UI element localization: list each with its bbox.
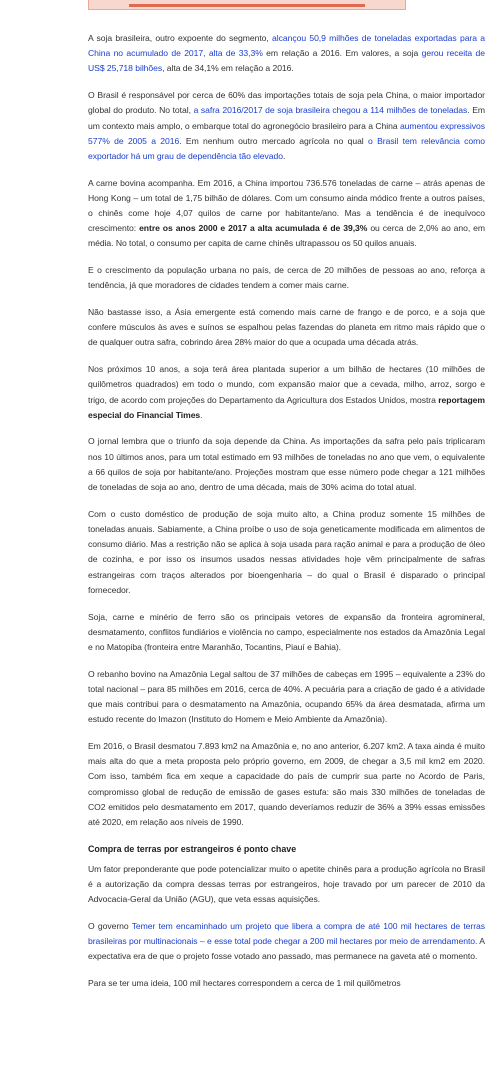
paragraph-text: O rebanho bovino na Amazônia Legal saltou de 37 milhões de cabeças em 1995 – equivalente a 23% do total nacional – para 85 milhões em 2016, cerca de 40%. A pecuária para a criação de gado é a atividade que mais contribui para o desmatamento na Amazônia, ocupando 65% da área desmatada, afirma um estudo recente do Imazon (Instituto do Homem e Meio Ambiente da Amazônia).: [88, 668, 485, 725]
article-paragraph: [88, 862, 485, 908]
paragraphs-section-1: [88, 31, 485, 830]
paragraph-text: O governo: [88, 920, 132, 931]
article-body: [88, 31, 485, 1003]
paragraph-text: .: [282, 150, 286, 161]
paragraph-text: . A expectativa era de que o projeto fosse votado ano passado, mas permanece na gaveta até o momento.: [88, 935, 485, 962]
article-paragraph: [88, 434, 485, 495]
paragraph-text: Não bastasse isso, a Ásia emergente está comendo mais carne de frango e de porco, e a soja que confere músculos às aves e suínos se espalhou pelas fazendas do planeta em ritmo mais rápido que o de qualquer outra safra, cobrindo área 28% maior do que a ocupada uma década atrás.: [88, 307, 485, 348]
paragraph-text: O jornal lembra que o triunfo da soja depende da China. As importações da safra pelo país triplicaram nos 10 últimos anos, para um total estimado em 93 milhões de toneladas no ano que vem, o equivalente a 66 quilos de soja por habitante/ano. Projeções mostram que esse número pode chegar a 121 milhões de toneladas de soja ao ano, dentro de uma década, mais de 30% acima do total atual.: [88, 436, 485, 493]
paragraph-text: Em 2016, o Brasil desmatou 7.893 km2 na Amazônia e, no ano anterior, 6.207 km2. A taxa ainda é muito mais alta do que a meta proposta pelo próprio governo, em 2009, de chegar a 3,5 mil km2 em 2020. Com isso, também fica em xeque a capacidade do país de cumprir sua parte no Acordo de Paris, compromisso global de redução de emissão de gases estufa: são mais 330 milhões de toneladas de CO2 emitidos pelo desmatamento em 2017, quando deveríamos reduzir de 36% a 39% essas emissões até 2020, em relação aos níveis de 1990.: [88, 740, 485, 827]
article-paragraph: [88, 362, 485, 423]
article-paragraph: [88, 176, 485, 252]
bold-text: reportagem especial do Financial Times: [88, 394, 485, 420]
paragraph-text: , alta de 34,1% em relação a 2016.: [162, 63, 294, 74]
inline-link[interactable]: a safra 2016/2017 de soja brasileira chegou a 114 milhões de toneladas: [193, 105, 468, 116]
paragraph-text: A soja brasileira, outro expoente do segmento,: [88, 33, 273, 43]
inline-link[interactable]: o Brasil tem relevância como exportador há um grau de dependência tão elevado: [88, 135, 485, 161]
article-paragraph: [88, 976, 485, 991]
paragraph-text: em relação a 2016. Em valores, a soja: [262, 48, 422, 59]
paragraph-text: .: [200, 409, 203, 420]
article-paragraph: [88, 610, 485, 656]
paragraph-text: Para se ter uma ideia, 100 mil hectares correspondem a cerca de 1 mil quilômetros: [88, 977, 401, 988]
paragraph-text: . Em um contexto mais amplo, o embarque total do agronegócio brasileiro para a China: [88, 105, 486, 131]
section-heading: Compra de terras por estrangeiros é ponto chave: [88, 843, 297, 854]
paragraph-text: . Em nenhum outro mercado agrícola no qual: [179, 135, 369, 146]
paragraph-text: Nos próximos 10 anos, a soja terá área plantada superior a um bilhão de hectares (10 milhões de quilômetros quadrados) em todo o mundo, com expansão maior que a cevada, milho, arroz, sorgo e trigo, de acordo com projeções do Departamento da Agricultura dos Estados Unidos, mostra: [88, 364, 485, 405]
top-banner-ad[interactable]: [88, 0, 406, 10]
paragraph-text: A carne bovina acompanha. Em 2016, a China importou 736.576 toneladas de carne – atrás apenas de Hong Kong – um total de 1,75 bilhão de dólares. Com um consumo ainda módico frente a outros países, o chinês come hoje 4,07 quilos de carne por habitante/ano. Mas a tendência é de inequívoco crescimento:: [88, 177, 485, 234]
article-paragraph: [88, 919, 485, 965]
article-paragraph: [88, 305, 485, 351]
bold-text: entre os anos 2000 e 2017 a alta acumulada é de 39,3%: [139, 223, 368, 234]
inline-link[interactable]: Temer tem encaminhado um projeto que libera a compra de até 100 mil hectares de terras brasileiras por multinacionais – e esse total pode chegar a 200 mil hectares por meio de arrendamento: [88, 920, 485, 946]
inline-link[interactable]: gerou receita de US$ 25,718 bilhões: [88, 48, 485, 74]
paragraph-text: Um fator preponderante que pode potencializar muito o apetite chinês para a produção agrícola no Brasil é a autorização da compra dessas terras por estrangeiros, hoje travado por um parecer de 2010 da Advocacia-Geral da União (AGU), que veta essas aquisições.: [88, 863, 485, 905]
paragraph-text: Com o custo doméstico de produção de soja muito alto, a China produz somente 15 milhões de toneladas anuais. Sabiamente, a China proíbe o uso de soja geneticamente modificada em alimentos de consumo diário. Mas a restrição não se aplica à soja usada para ração animal e para a produção de óleo de cozinha, e por isso os insumos usados nessas atividades hoje vêm principalmente de safras estrangeiras com traços alterados por bioengenharia – do qual o Brasil é disparado o principal fornecedor.: [88, 508, 485, 595]
paragraph-text: Soja, carne e minério de ferro são os principais vetores de expansão da fronteira agromineral, desmatamento, conflitos fundiários e violência no campo, especialmente nos estados da Amazônia Legal e no Matopiba (fronteira entre Maranhão, Tocantins, Piauí e Bahia).: [88, 611, 485, 652]
article-paragraph: [88, 507, 485, 598]
inline-link[interactable]: alcançou 50,9 milhões de toneladas exportadas para a China no acumulado de 2017, alta de 33,3%: [88, 33, 485, 59]
paragraph-text: O Brasil é responsável por cerca de 60% das importações totais de soja pela China, o maior importador global do produto. No total,: [88, 90, 485, 116]
paragraph-text: ou cerca de 2,0% ao ano, em média. No total, o consumo per capita de carne chinês ultrapassou os 50 quilos anuais.: [88, 223, 485, 249]
article-paragraph: [88, 739, 485, 830]
paragraphs-section-2: [88, 862, 485, 991]
paragraph-text: E o crescimento da população urbana no país, de cerca de 20 milhões de pessoas ao ano, reforça a tendência, já que moradores de cidades tendem a comer mais carne.: [88, 265, 485, 291]
inline-link[interactable]: aumentou expressivos 577% de 2005 a 2016: [88, 120, 485, 146]
article-paragraph: [88, 31, 485, 77]
article-paragraph: [88, 88, 485, 164]
article-paragraph: [88, 263, 485, 293]
article-paragraph: [88, 667, 485, 728]
